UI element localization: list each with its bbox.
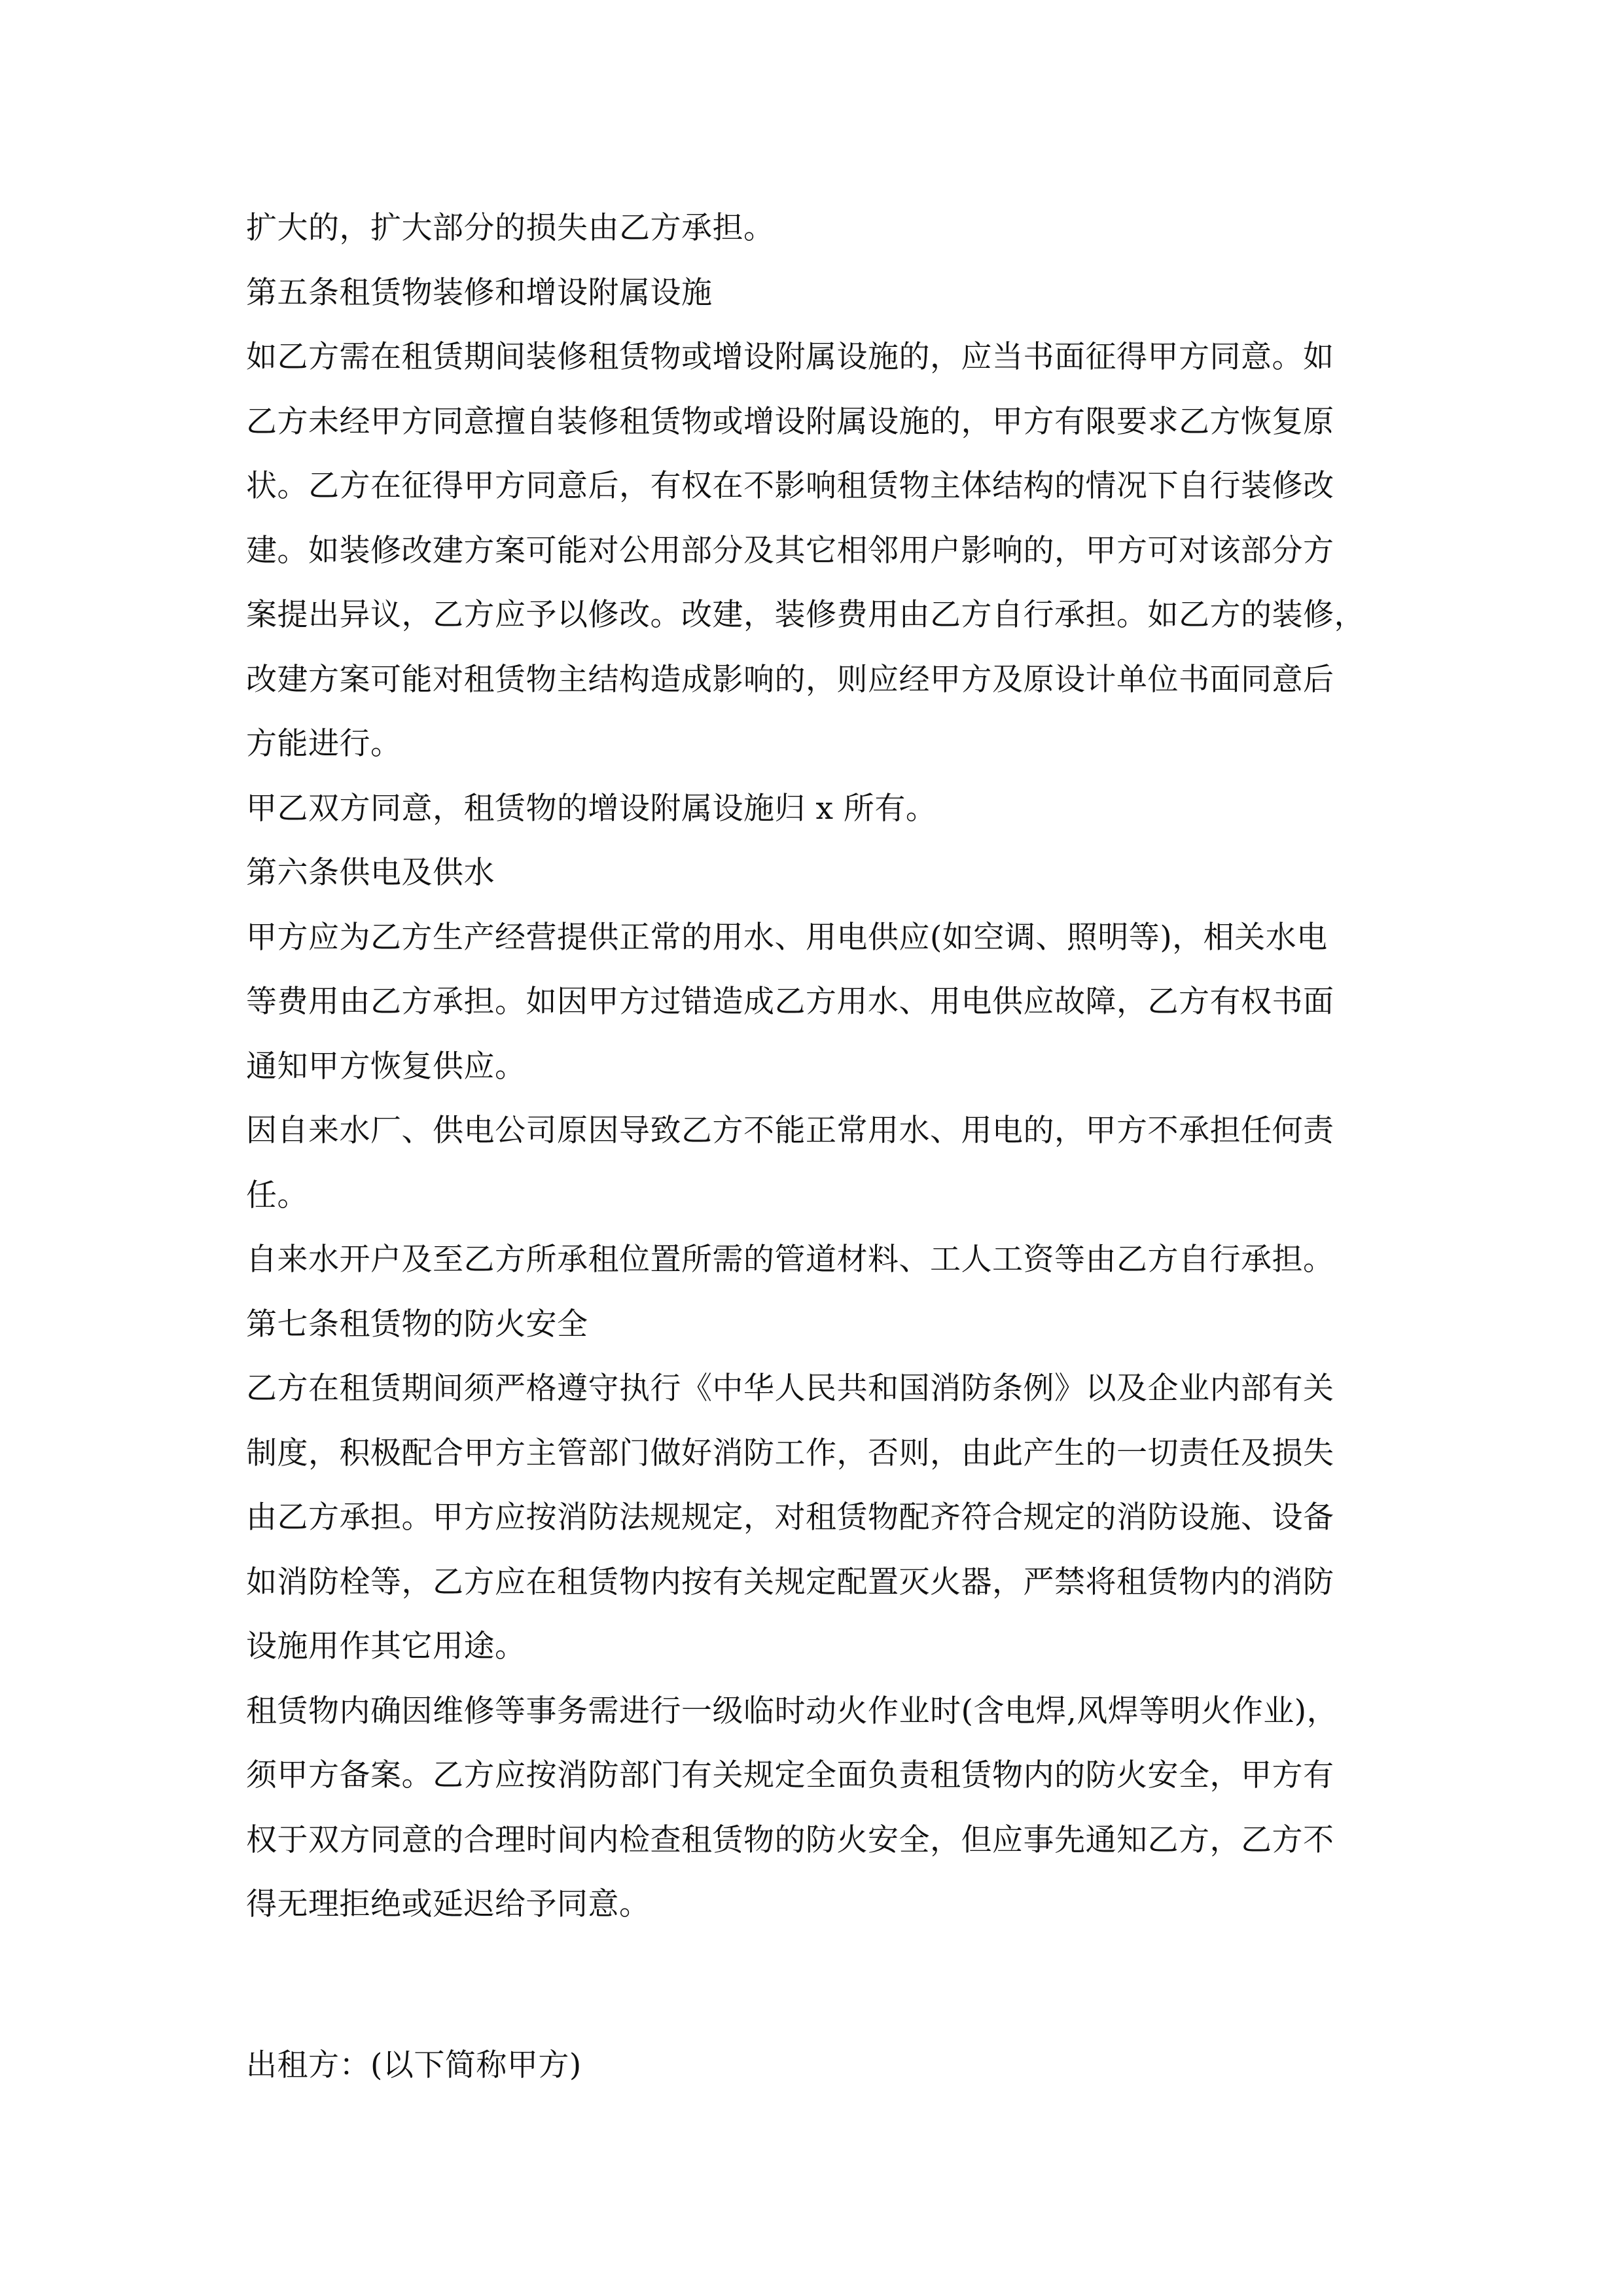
section-heading-6: 第六条供电及供水 [246,855,495,891]
paragraph-line: 自来水开户及至乙方所承租位置所需的管道材料、工人工资等由乙方自行承担。 [246,1242,1334,1278]
paragraph-line: 任。 [246,1177,308,1213]
paragraph-line: 方能进行。 [246,726,402,762]
section-heading-7: 第七条租赁物的防火安全 [246,1306,588,1342]
paragraph-line: 等费用由乙方承担。如因甲方过错造成乙方用水、用电供应故障，乙方有权书面 [246,984,1334,1020]
paragraph-line: 案提出异议，乙方应予以修改。改建，装修费用由乙方自行承担。如乙方的装修， [246,597,1365,633]
paragraph-line: 得无理拒绝或延迟给予同意。 [246,1886,651,1922]
paragraph-line: 设施用作其它用途。 [246,1628,526,1664]
paragraph-line: 因自来水厂、供电公司原因导致乙方不能正常用水、用电的，甲方不承担任何责 [246,1113,1334,1149]
paragraph-line: 由乙方承担。甲方应按消防法规规定，对租赁物配齐符合规定的消防设施、设备 [246,1499,1334,1535]
paragraph-line: 建。如装修改建方案可能对公用部分及其它相邻用户影响的，甲方可对该部分方 [246,532,1334,569]
paragraph-line: 如乙方需在租赁期间装修租赁物或增设附属设施的，应当书面征得甲方同意。如 [246,339,1334,375]
paragraph-line: 甲方应为乙方生产经营提供正常的用水、用电供应(如空调、照明等)，相关水电 [246,919,1328,956]
paragraph-line: 须甲方备案。乙方应按消防部门有关规定全面负责租赁物内的防火安全，甲方有 [246,1757,1334,1793]
document-body [246,196,1431,2098]
paragraph-line: 状。乙方在征得甲方同意后，有权在不影响租赁物主体结构的情况下自行装修改 [246,468,1334,504]
paragraph-line: 乙方未经甲方同意擅自装修租赁物或增设附属设施的，甲方有限要求乙方恢复原 [246,403,1334,440]
paragraph-line: 权于双方同意的合理时间内检查租赁物的防火安全，但应事先通知乙方，乙方不 [246,1821,1334,1858]
paragraph-line: 租赁物内确因维修等事务需进行一级临时动火作业时(含电焊,风焊等明火作业)， [246,1693,1338,1729]
paragraph-line: 改建方案可能对租赁物主结构造成影响的，则应经甲方及原设计单位书面同意后 [246,661,1334,698]
paragraph-line: 制度，积极配合甲方主管部门做好消防工作，否则，由此产生的一切责任及损失 [246,1435,1334,1471]
paragraph-line: 扩大的，扩大部分的损失由乙方承担。 [246,210,775,246]
blank-spacer [246,1937,1431,2034]
paragraph-line: 甲乙双方同意，租赁物的增设附属设施归 x 所有。 [246,790,937,827]
section-heading-5: 第五条租赁物装修和增设附属设施 [246,274,713,311]
paragraph-line: 乙方在租赁期间须严格遵守执行《中华人民共和国消防条例》以及企业内部有关 [246,1371,1334,1407]
paragraph-line: 如消防栓等，乙方应在租赁物内按有关规定配置灭火器，严禁将租赁物内的消防 [246,1564,1334,1600]
paragraph-line: 通知甲方恢复供应。 [246,1048,526,1085]
lessor-signature-line: 出租方：(以下简称甲方) [246,2047,582,2083]
